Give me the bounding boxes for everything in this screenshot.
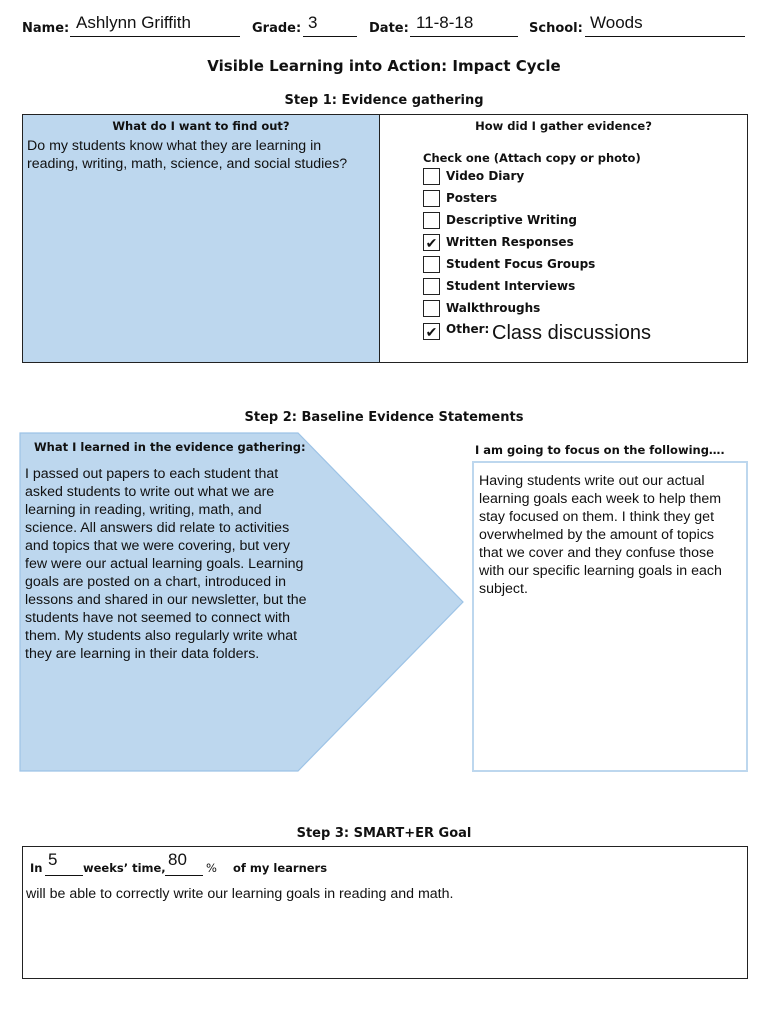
option-walkthroughs: Walkthroughs [446, 301, 541, 315]
date-label: Date: [369, 21, 409, 36]
step3-box [22, 846, 748, 979]
option-written-responses: Written Responses [446, 235, 574, 249]
step1-left-text[interactable]: Do my students know what they are learning in reading, writing, math, science, and social studies? [27, 138, 348, 172]
focus-textbox[interactable] [472, 461, 748, 772]
page-title: Visible Learning into Action: Impact Cycle [207, 57, 561, 75]
option-student-focus-groups: Student Focus Groups [446, 257, 596, 271]
option-posters: Posters [446, 191, 498, 205]
option-video-diary: Video Diary [446, 169, 525, 183]
goal-text[interactable]: will be able to correctly write our learning goals in reading and math. [26, 886, 454, 902]
option-descriptive-writing: Descriptive Writing [446, 213, 578, 227]
step2-left-text[interactable]: I passed out papers to each student that asked students to write out what we are learning in reading, writing, math, and science. All answers did relate to activities and topics that we were covering, but very few were our actual learning goals. Learning goals are posted on a chart, introduced in lessons and shared in our newsletter, but the students have not seemed to connect with them. My students also regularly write what they are learning in their data folders. [25, 466, 307, 662]
date-value[interactable]: 11-8-18 [416, 13, 474, 32]
learners-label: of my learners [233, 861, 328, 875]
step1-right-heading: How did I gather evidence? [475, 119, 652, 133]
step1-title: Step 1: Evidence gathering [284, 93, 484, 108]
grade-label: Grade: [252, 21, 302, 36]
step2-right-text: Having students write out our actual learning goals each week to help them stay focused on them. I think they get overwhelmed by the amount of topics that we cover and they confuse those with our specific learning goals in each subject. [479, 473, 722, 597]
step1-left-heading: What do I want to find out? [112, 119, 290, 133]
other-value[interactable]: Class discussions [492, 322, 651, 344]
percent-sign: % [206, 861, 217, 875]
name-label: Name: [22, 21, 70, 36]
weeks-value[interactable]: 5 [48, 850, 58, 869]
name-value[interactable]: Ashlynn Griffith [76, 13, 191, 32]
step2-left-heading: What I learned in the evidence gathering: [34, 440, 306, 454]
in-label: In [30, 861, 43, 875]
checkbox-written-responses[interactable]: ✔ [423, 234, 440, 251]
school-label: School: [529, 21, 583, 36]
option-other: Other: [446, 322, 490, 336]
option-student-interviews: Student Interviews [446, 279, 576, 293]
step3-title: Step 3: SMART+ER Goal [296, 826, 472, 841]
percent-value[interactable]: 80 [168, 850, 187, 869]
school-value[interactable]: Woods [590, 13, 643, 32]
grade-value[interactable]: 3 [308, 13, 318, 32]
step2-title: Step 2: Baseline Evidence Statements [244, 410, 524, 425]
weeks-label: weeks’ time, [83, 861, 166, 875]
step2-right-heading: I am going to focus on the following…. [475, 443, 725, 457]
check-instruction: Check one (Attach copy or photo) [423, 151, 641, 165]
checkbox-other[interactable]: ✔ [423, 323, 440, 340]
